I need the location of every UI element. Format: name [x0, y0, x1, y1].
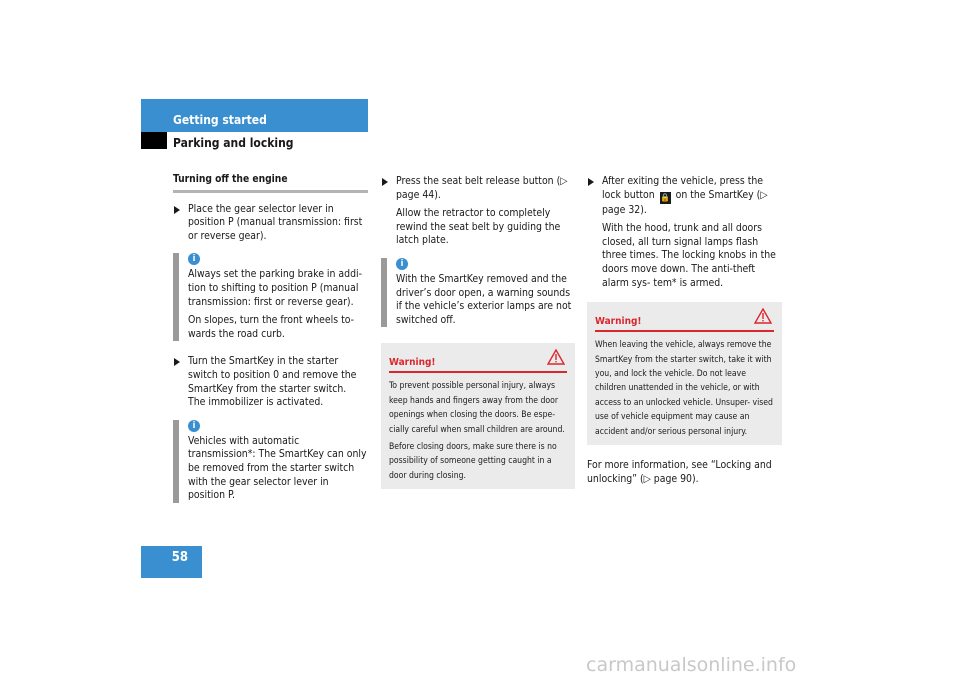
instruction-step — [381, 175, 575, 248]
step-text: Turn the SmartKey in the starter switch to position 0 and remove the SmartKey from the starter switch. — [188, 355, 357, 395]
info-note — [381, 258, 575, 327]
warning-header — [389, 351, 567, 373]
info-note — [173, 420, 368, 503]
step-text: Place the gear selector lever in position P (manual transmission: first or reverse gear). — [188, 202, 363, 242]
warning-text: When leaving the vehicle, always remove the SmartKey from the starter switch, take it with you, and lock the vehicle. Do not leave children unattended in the vehicle, or with access to an unlocked vehicle. Unsuper- vised use of vehicle equipment may cause an accident and/or serious personal injury. — [595, 340, 773, 437]
note-bar — [173, 420, 179, 503]
step-text: The immobilizer is activated. — [188, 396, 324, 409]
step-arrow-icon — [588, 178, 594, 186]
section-title: Parking and locking — [173, 136, 294, 150]
instruction-step — [587, 175, 782, 290]
warning-title: Warning! — [595, 316, 642, 328]
instruction-step — [173, 355, 368, 409]
warning-title: Warning! — [389, 357, 436, 369]
warning-header — [595, 310, 774, 332]
warning-text: Before closing doors, make sure there is no possibility of someone getting caught in a door during closing. — [389, 441, 557, 481]
step-text-part: After exiting the vehicle, press the lock button — [602, 175, 764, 201]
note-bar — [173, 253, 179, 341]
note-text: On slopes, turn the front wheels to- wards the road curb. — [188, 314, 355, 340]
section-heading: Turning off the engine — [173, 173, 368, 193]
step-arrow-icon — [174, 206, 180, 214]
info-icon: i — [188, 420, 200, 432]
step-text: With the hood, trunk and all doors closed, all turn signal lamps flash three times. The locking knobs in the doors move down. The anti-theft alarm sys- tem* is armed. — [602, 222, 776, 289]
page-number: 58 — [141, 546, 202, 578]
column-1 — [173, 173, 368, 503]
step-text: Press the seat belt release button (▷ page 44). — [396, 175, 568, 201]
info-note — [173, 253, 368, 341]
step-arrow-icon — [382, 178, 388, 186]
more-info-text: For more information, see “Locking and unlocking” (▷ page 90). — [587, 459, 772, 485]
column-2 — [381, 175, 575, 489]
info-icon: i — [396, 258, 408, 270]
step-arrow-icon — [174, 358, 180, 366]
info-icon: i — [188, 253, 200, 265]
warning-box — [381, 343, 575, 489]
lock-button-icon: 🔒 — [660, 192, 671, 202]
note-text: Vehicles with automatic transmission*: The SmartKey can only be removed from the starter switch with the gear selector lever in position P. — [188, 434, 367, 502]
column-3 — [587, 175, 782, 486]
warning-triangle-icon — [547, 349, 565, 365]
note-text: Always set the parking brake in addi- tion to shifting to position P (manual transmission: first or reverse gear). — [188, 268, 362, 308]
warning-text: To prevent possible personal injury, always keep hands and fingers away from the door openings when closing the doors. Be espe- cially careful when small children are around. — [389, 381, 565, 435]
warning-triangle-icon — [754, 308, 772, 324]
watermark: carmanualsonline.info — [586, 654, 797, 676]
note-bar — [381, 258, 387, 327]
step-text-part: on the SmartKey (▷ page 32). — [602, 188, 768, 216]
section-marker — [141, 132, 167, 149]
warning-box — [587, 302, 782, 445]
note-text: With the SmartKey removed and the driver’s door open, a warning sounds if the vehicle’s exterior lamps are not switched off. — [396, 272, 572, 326]
chapter-title: Getting started — [173, 113, 267, 127]
instruction-step — [173, 203, 368, 244]
step-text: Allow the retractor to completely rewind the seat belt by guiding the latch plate. — [396, 207, 561, 247]
step-text — [602, 175, 782, 217]
